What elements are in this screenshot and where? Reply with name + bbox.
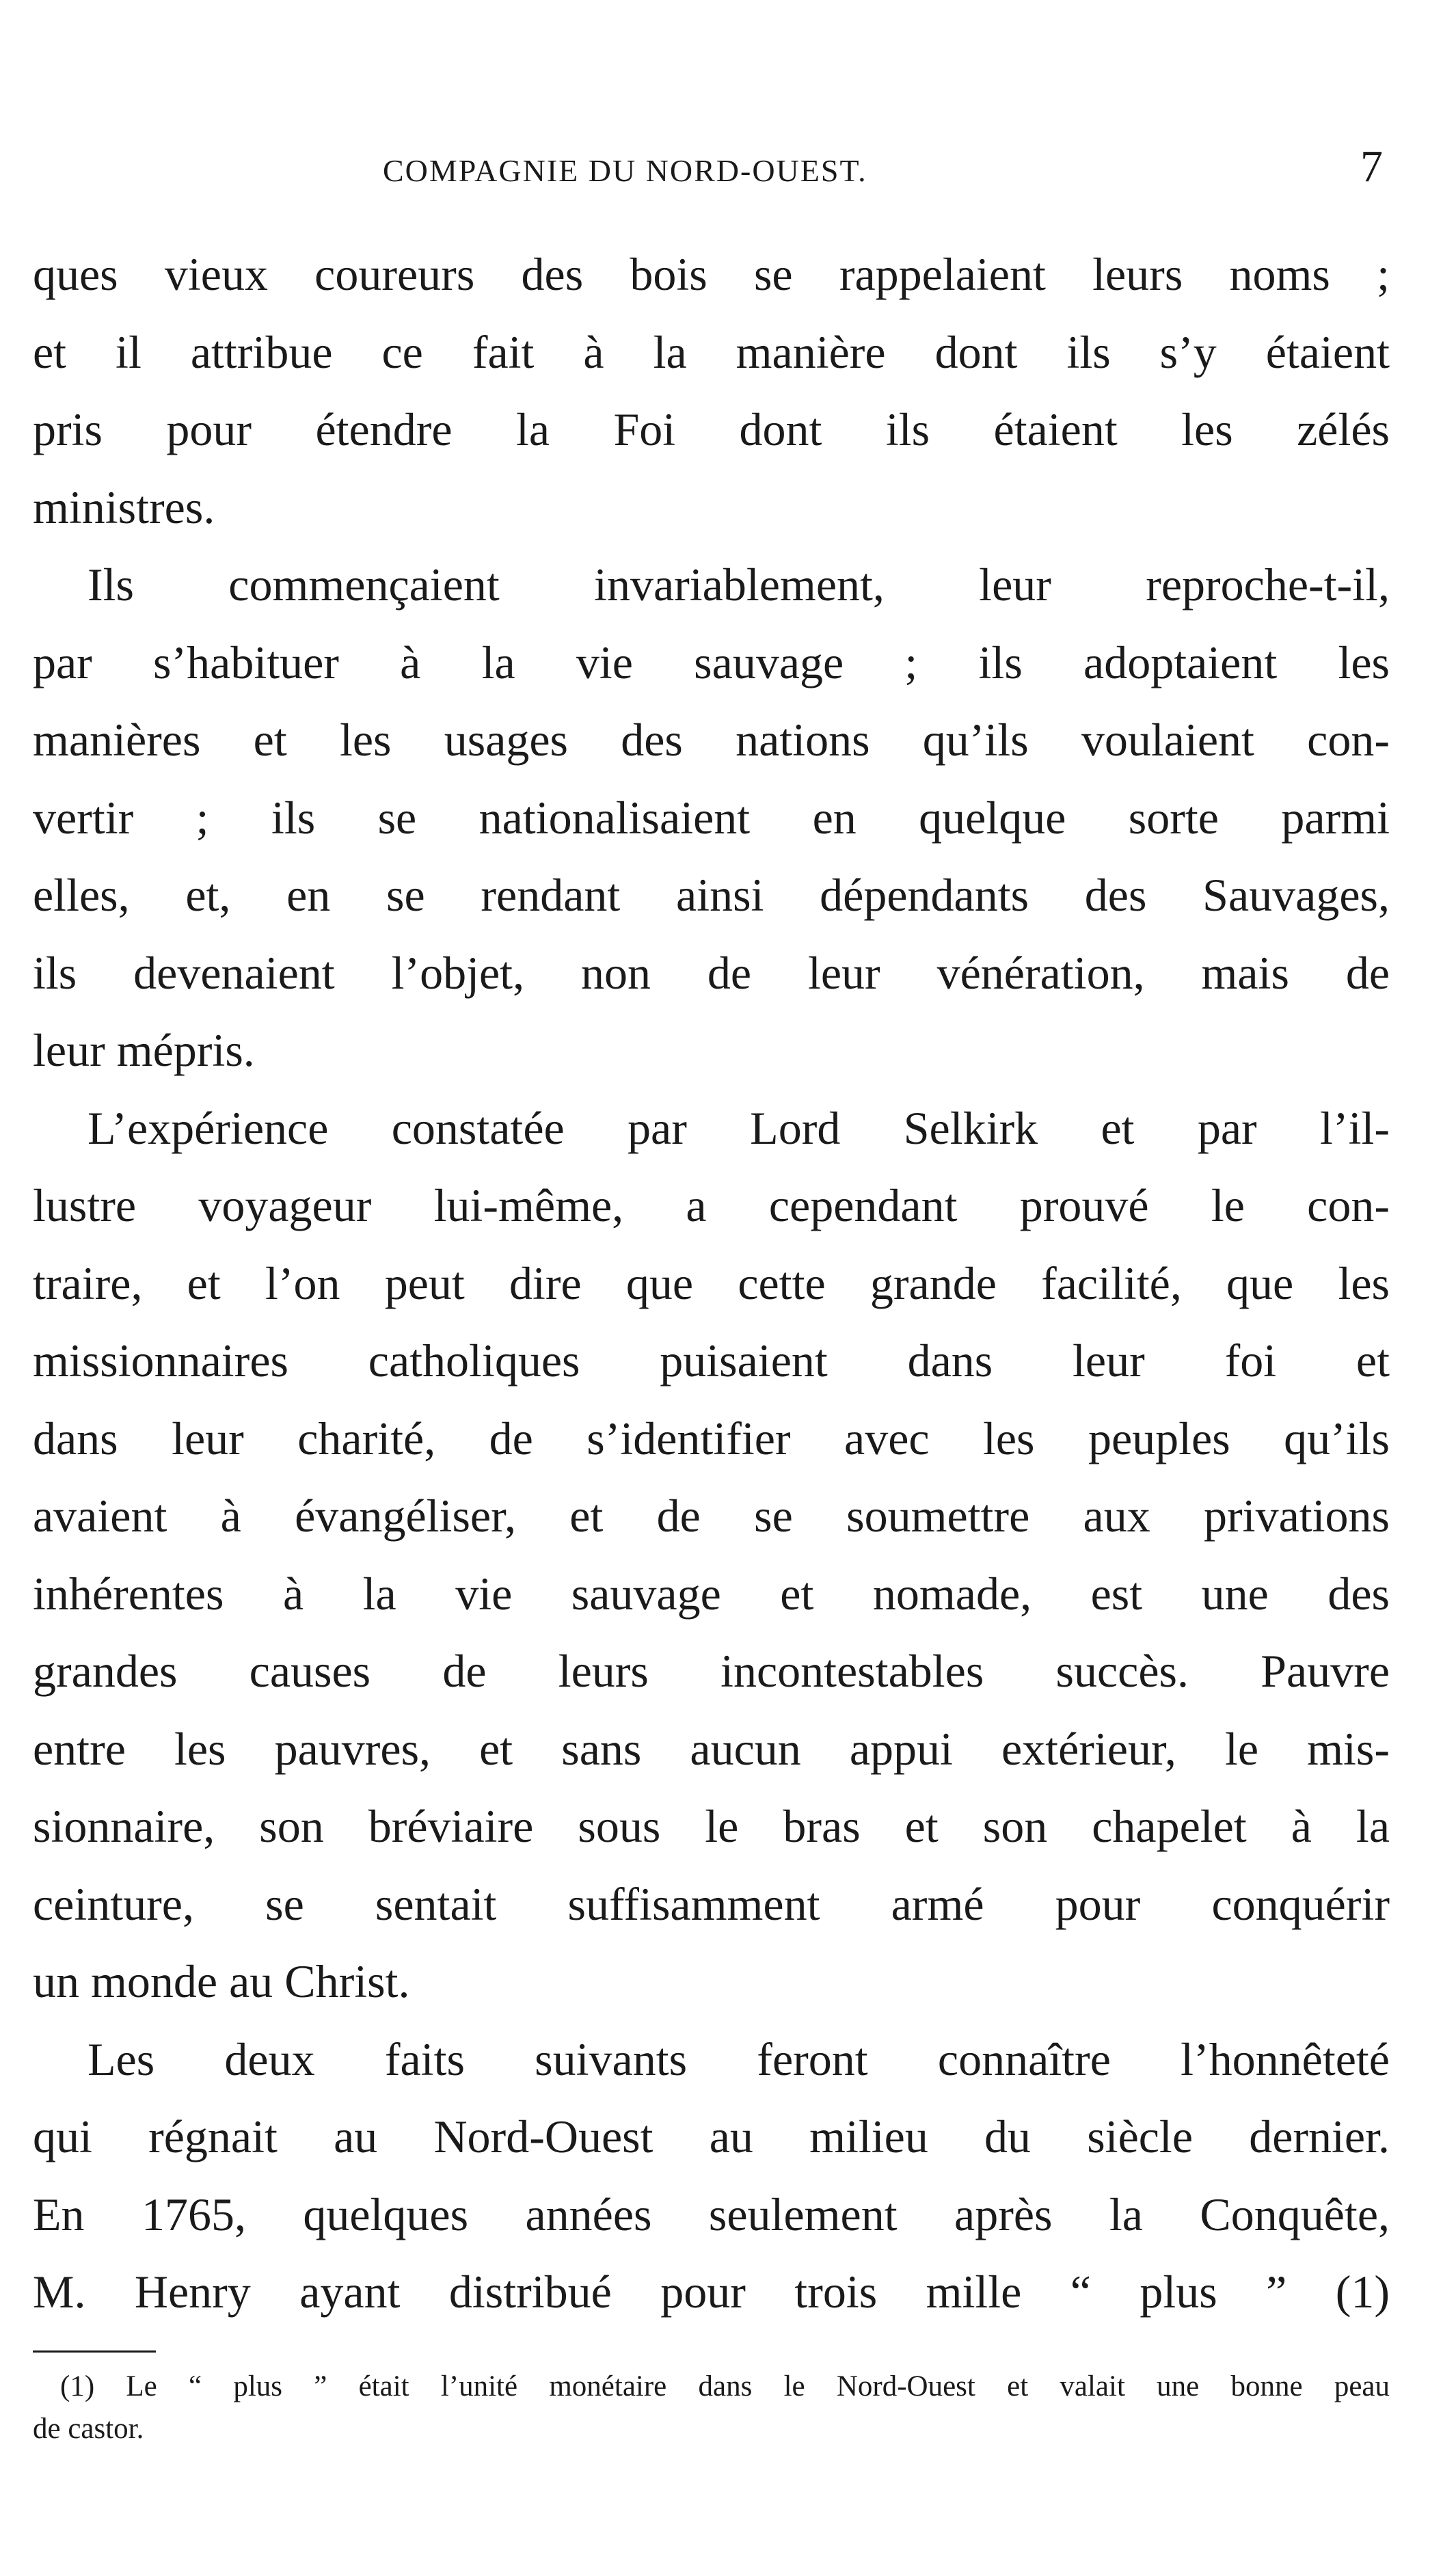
text-line: grandes causes de leurs incontestables succès. Pauvre	[33, 1645, 1390, 1697]
text-line: inhérentes à la vie sauvage et nomade, est une des	[33, 1567, 1390, 1620]
text-line: missionnaires catholiques puisaient dans leur foi et	[33, 1335, 1390, 1387]
text-line: par s’habituer à la vie sauvage ; ils adoptaient les	[33, 636, 1390, 688]
text-line: Les deux faits suivants feront connaître l’honnêteté	[87, 2033, 1390, 2085]
text-line: pris pour étendre la Foi dont ils étaient les zélés	[33, 403, 1390, 455]
running-title: COMPAGNIE DU NORD-OUEST.	[383, 153, 867, 188]
footnote-line: de castor.	[33, 2413, 144, 2445]
text-line: entre les pauvres, et sans aucun appui extérieur, le mis-	[33, 1722, 1390, 1775]
running-head	[0, 142, 1456, 195]
text-line: elles, et, en se rendant ainsi dépendants des Sauvages,	[33, 869, 1390, 921]
body-text	[33, 236, 1390, 2331]
text-line: qui régnait au Nord-Ouest au milieu du siècle dernier.	[33, 2111, 1390, 2162]
text-line: vertir ; ils se nationalisaient en quelque sorte parmi	[33, 791, 1390, 844]
text-line: L’expérience constatée par Lord Selkirk et par l’il-	[87, 1101, 1390, 1154]
text-line: un monde au Christ.	[33, 1955, 410, 2007]
text-line: M. Henry ayant distribué pour trois mille “ plus ” (1)	[33, 2266, 1390, 2318]
text-line: lustre voyageur lui-même, a cependant prouvé le con-	[33, 1179, 1390, 1231]
footnote-line: (1) Le “ plus ” était l’unité monétaire dans le Nord-Ouest et valait une bonne peau	[60, 2370, 1390, 2402]
text-line: avaient à évangéliser, et de se soumettre aux privations	[33, 1490, 1390, 1542]
text-line: ils devenaient l’objet, non de leur vénération, mais de	[33, 946, 1390, 999]
footnote-rule	[33, 2350, 156, 2353]
text-line: et il attribue ce fait à la manière dont ils s’y étaient	[33, 325, 1390, 378]
footnote	[33, 2366, 1390, 2450]
text-line: Ils commençaient invariablement, leur reproche-t-il,	[87, 559, 1390, 611]
text-line: En 1765, quelques années seulement après la Conquête,	[33, 2188, 1390, 2240]
text-line: sionnaire, son bréviaire sous le bras et son chapelet à la	[33, 1800, 1390, 1852]
page-number: 7	[1360, 142, 1383, 191]
text-line: manières et les usages des nations qu’ils voulaient con-	[33, 714, 1390, 766]
text-line: leur mépris.	[33, 1024, 255, 1076]
text-line: ceinture, se sentait suffisamment armé pour conquérir	[33, 1877, 1390, 1930]
text-line: dans leur charité, de s’identifier avec les peuples qu’ils	[33, 1412, 1390, 1464]
text-line: ques vieux coureurs des bois se rappelaient leurs noms ;	[33, 248, 1390, 300]
text-line: traire, et l’on peut dire que cette grande facilité, que les	[33, 1257, 1390, 1309]
text-line: ministres.	[33, 481, 215, 533]
